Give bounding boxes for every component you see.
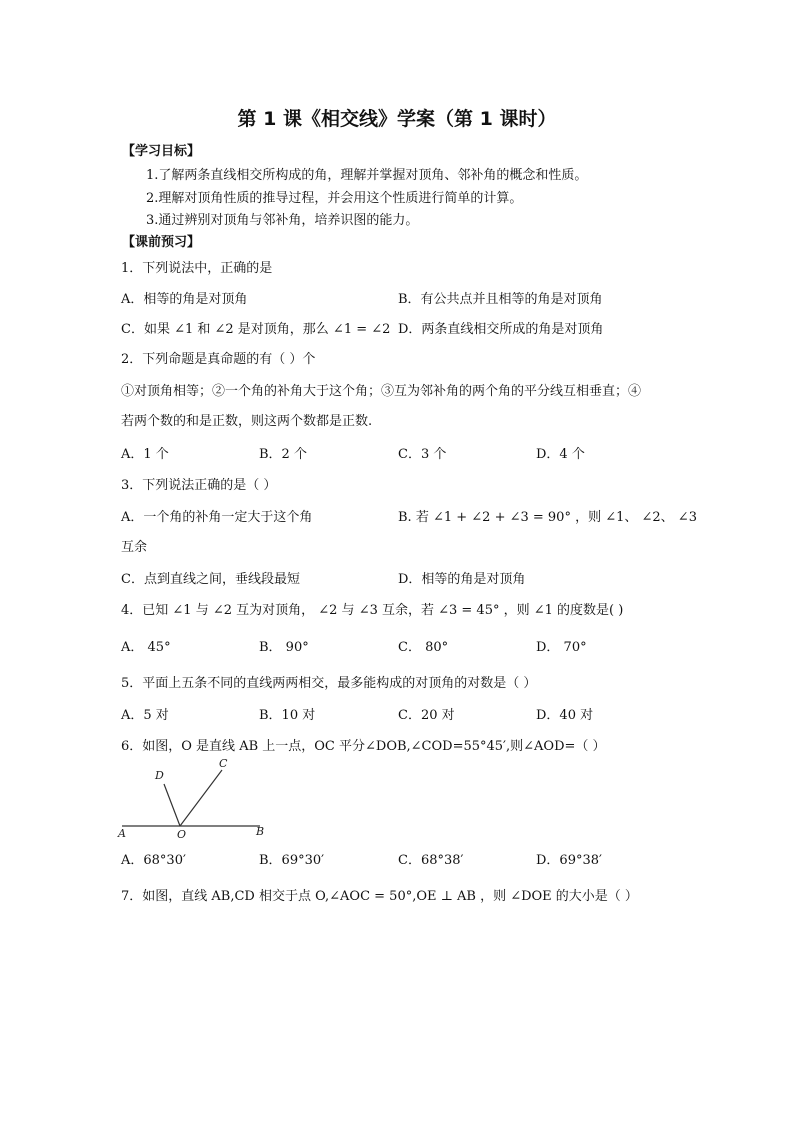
q3-option-b-continued: 互余 (121, 540, 148, 555)
q6-option-c: C．68°38′ (398, 853, 464, 868)
q5-option-d: D．40 对 (536, 708, 594, 723)
q6-option-d: D．69°38′ (536, 853, 602, 868)
goals-heading: 【学习目标】 (122, 144, 201, 159)
q2-option-d: D．4 个 (536, 447, 585, 462)
q2-statements-line1: ①对顶角相等；②一个角的补角大于这个角；③互为邻补角的两个角的平分线互相垂直；④ (121, 384, 642, 399)
q5-option-a: A．5 对 (121, 708, 169, 723)
q1-option-d: D．两条直线相交所成的角是对顶角 (398, 322, 604, 337)
q6-option-b: B．69°30′ (259, 853, 325, 868)
goal-item-1: 1.了解两条直线相交所构成的角，理解并掌握对顶角、邻补角的概念和性质。 (146, 168, 588, 183)
q1-option-b: B．有公共点并且相等的角是对顶角 (398, 292, 603, 307)
goal-item-3: 3.通过辨别对顶角与邻补角，培养识图的能力。 (146, 213, 419, 228)
q2-statements-line2: 若两个数的和是正数，则这两个数都是正数. (121, 414, 373, 429)
q4-option-c: C． 80° (398, 640, 449, 655)
label-c: C (219, 757, 228, 770)
page-title: 第 1 课《相交线》学案（第 1 课时） (237, 108, 557, 130)
q4-stem: 4．已知 ∠1 与 ∠2 互为对顶角， ∠2 与 ∠3 互余，若 ∠3 = 45° ，则 ∠1 的度数是( ) (121, 603, 624, 618)
q2-option-a: A．1 个 (121, 447, 169, 462)
q3-option-a: A．一个角的补角一定大于这个角 (121, 510, 313, 525)
q4-option-d: D． 70° (536, 640, 587, 655)
q4-option-a: A． 45° (121, 640, 171, 655)
q1-option-a: A．相等的角是对顶角 (121, 292, 248, 307)
q6-option-a: A．68°30′ (121, 853, 186, 868)
q2-option-b: B．2 个 (259, 447, 307, 462)
q3-stem: 3．下列说法正确的是（ ） (121, 478, 277, 493)
label-b: B (256, 825, 265, 838)
ray-od (164, 784, 180, 826)
q3-option-b: B. 若 ∠1 + ∠2 + ∠3 = 90° ，则 ∠1、 ∠2、 ∠3 (398, 510, 697, 525)
q4-option-b: B． 90° (259, 640, 309, 655)
q7-stem: 7．如图，直线 AB,CD 相交于点 O,∠AOC = 50°,OE ⊥ AB ，则 ∠DOE 的大小是（ ） (121, 889, 638, 904)
q2-option-c: C．3 个 (398, 447, 447, 462)
q3-option-d: D．相等的角是对顶角 (398, 572, 526, 587)
q5-stem: 5．平面上五条不同的直线两两相交，最多能构成的对顶角的对数是（ ） (121, 676, 537, 691)
label-a: A (118, 827, 126, 840)
q2-stem: 2．下列命题是真命题的有（ ）个 (121, 352, 316, 367)
label-o: O (177, 828, 187, 840)
q5-option-c: C．20 对 (398, 708, 455, 723)
label-d: D (155, 769, 164, 782)
goal-item-2: 2.理解对顶角性质的推导过程，并会用这个性质进行简单的计算。 (146, 191, 523, 206)
ray-oc (180, 770, 222, 826)
q3-option-c: C．点到直线之间，垂线段最短 (121, 572, 300, 587)
q6-stem: 6．如图，O 是直线 AB 上一点，OC 平分∠DOB,∠COD=55°45′,则∠AOD=（ ） (121, 739, 606, 754)
q1-stem: 1．下列说法中，正确的是 (121, 261, 273, 276)
q1-option-c: C．如果 ∠1 和 ∠2 是对顶角，那么 ∠1 = ∠2 (121, 322, 391, 337)
q6-angle-figure (114, 756, 274, 840)
q5-option-b: B．10 对 (259, 708, 316, 723)
preview-heading: 【课前预习】 (122, 235, 201, 250)
